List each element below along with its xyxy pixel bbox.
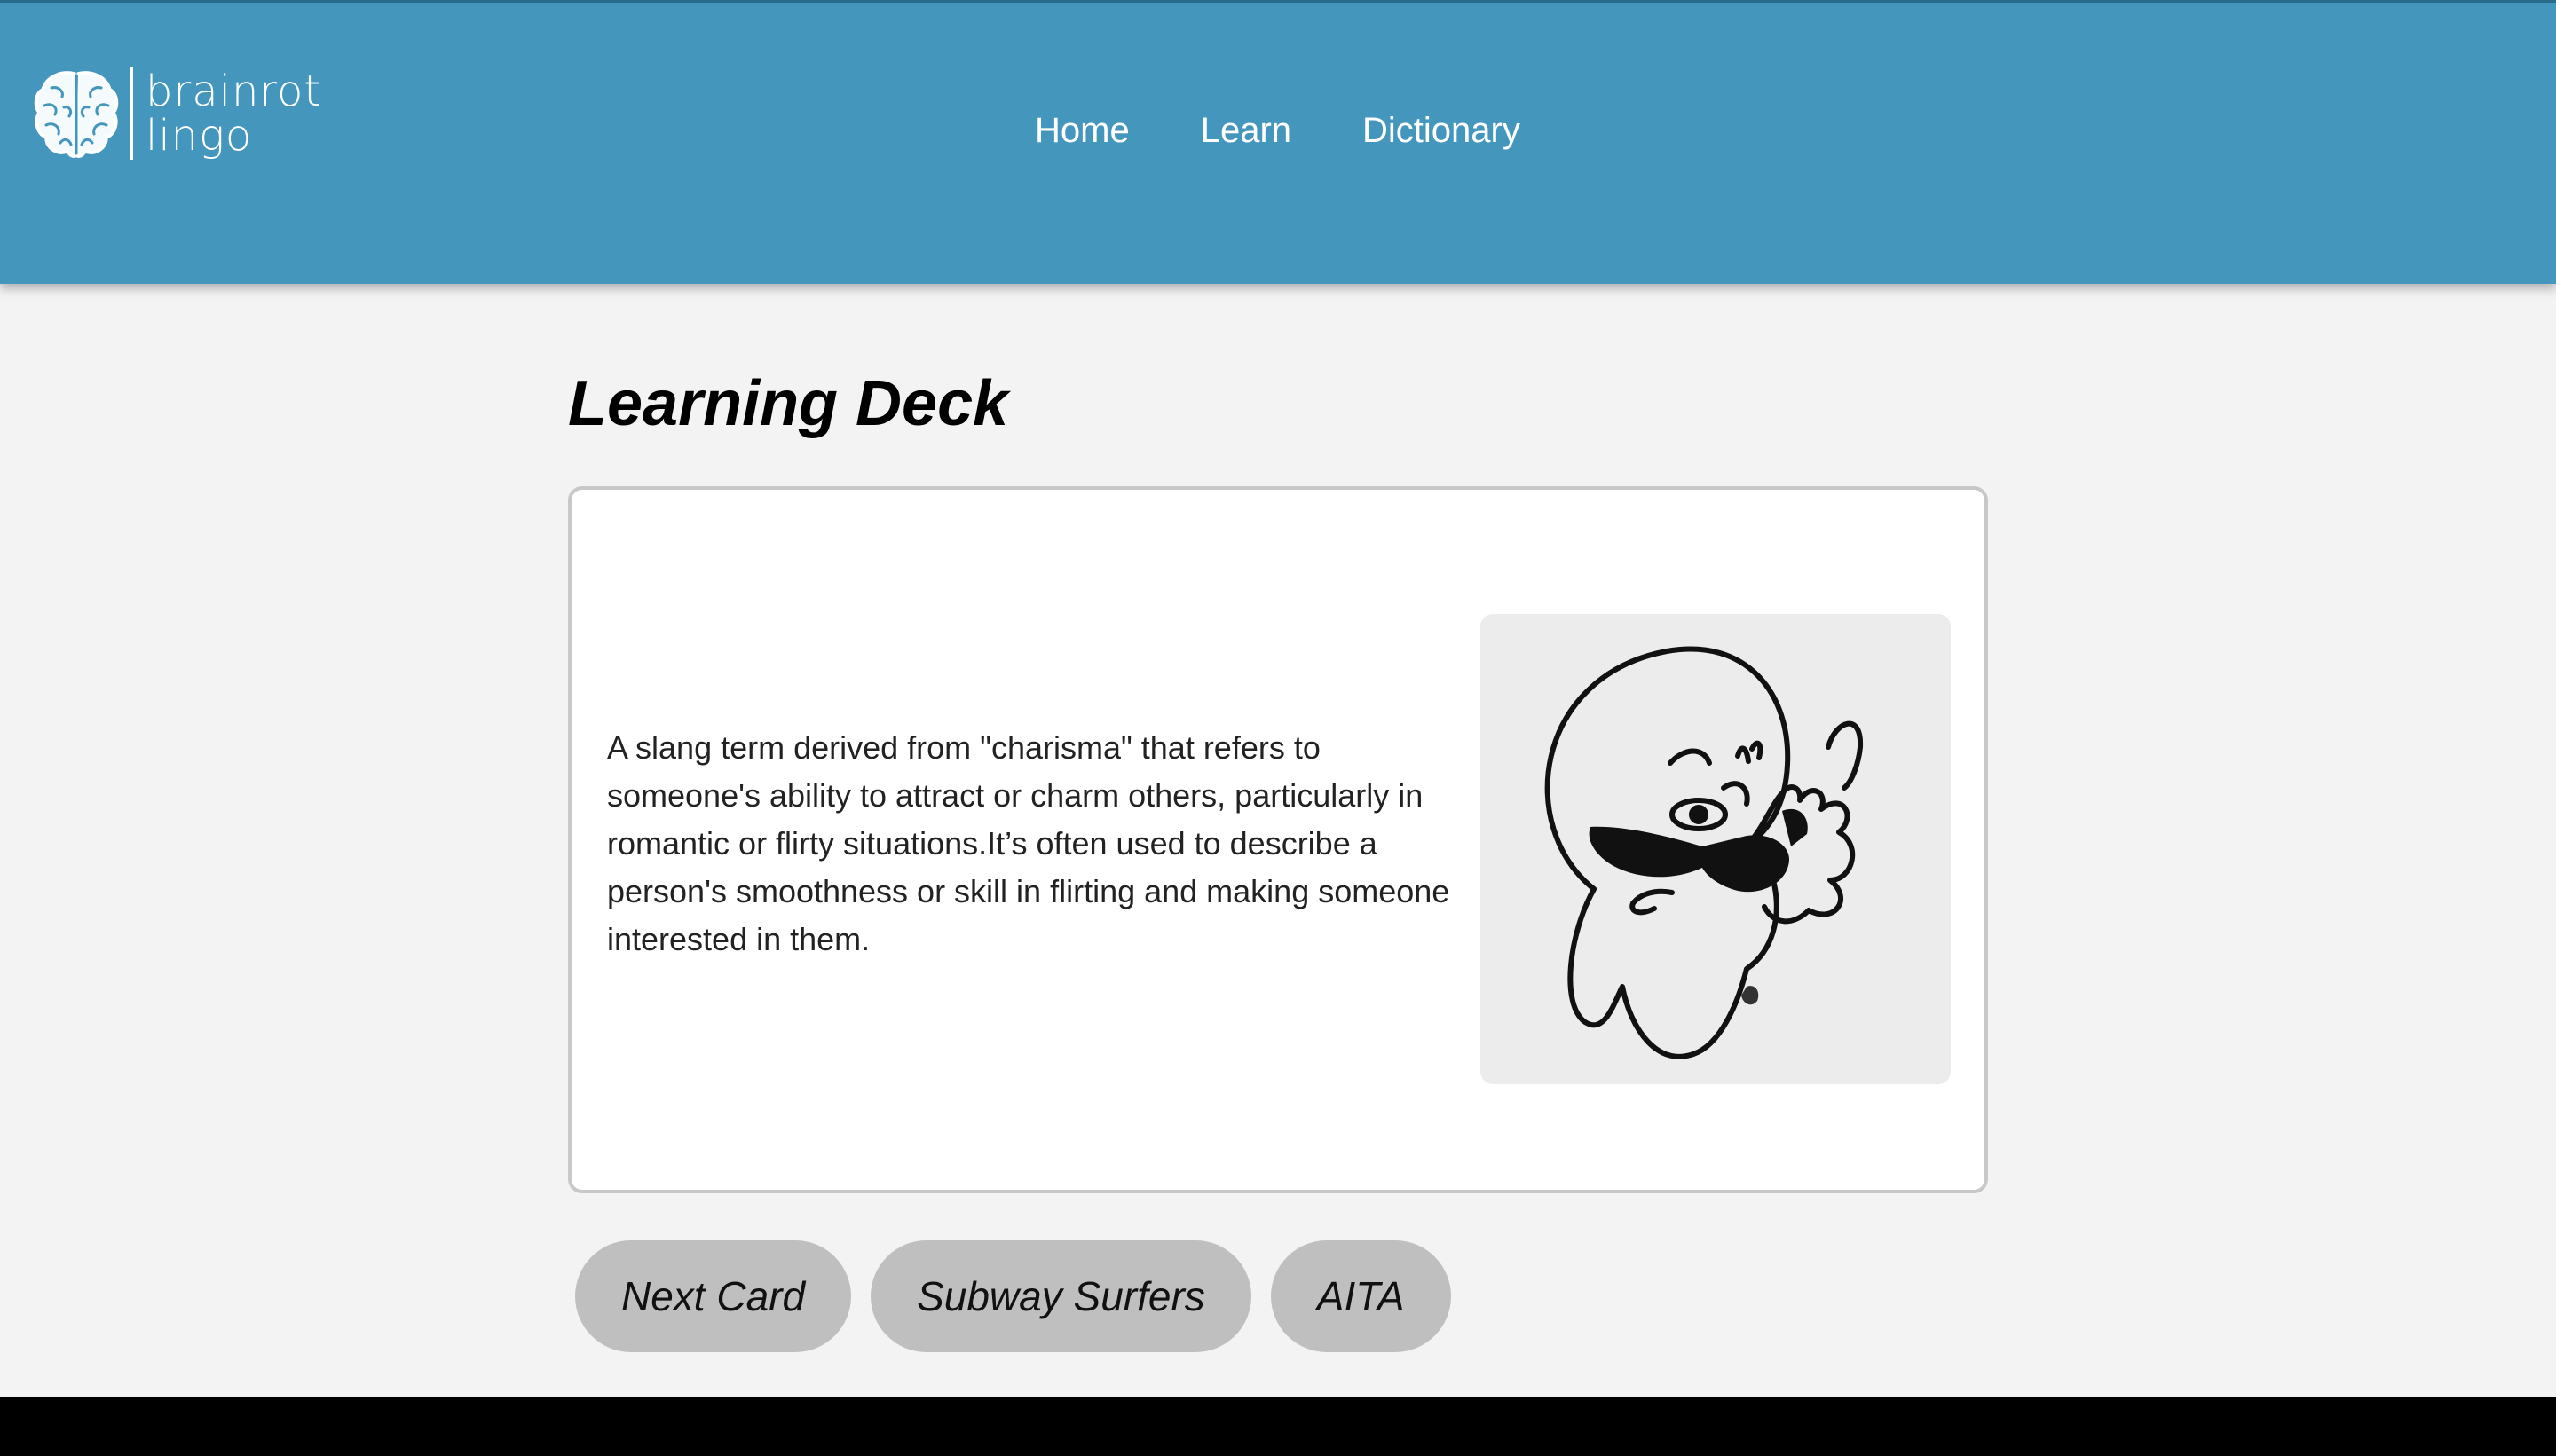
logo-line-1: brainrot <box>146 67 322 116</box>
nav-dictionary-link[interactable]: Dictionary <box>1362 111 1520 150</box>
logo-divider <box>130 67 133 160</box>
logo-line-2: lingo <box>146 111 253 161</box>
nav-home-link[interactable]: Home <box>1035 111 1130 150</box>
card-definition: A slang term derived from "charisma" that refers to someone's ability to attract or charm others, particularly in romantic or flirty situations.It’s often used to describe a person's smoothness or skill in flirting and making someone interested in them. <box>607 729 1450 957</box>
logo-wordmark <box>146 67 322 161</box>
aita-button[interactable]: AITA <box>1271 1240 1451 1352</box>
subway-surfers-button[interactable]: Subway Surfers <box>871 1240 1251 1352</box>
deck-actions <box>575 1240 1451 1352</box>
page-title: Learning Deck <box>568 368 1009 439</box>
flashcard[interactable] <box>568 486 1988 1193</box>
next-card-button[interactable]: Next Card <box>575 1240 851 1352</box>
main-nav <box>1035 111 1520 151</box>
brain-icon <box>34 67 119 161</box>
meme-image <box>1480 614 1951 1084</box>
site-header <box>0 0 2556 284</box>
brand-logo[interactable] <box>34 65 321 162</box>
footer-bar <box>0 1397 2556 1456</box>
cool-cartoon-icon <box>1480 614 1951 1084</box>
nav-learn-link[interactable]: Learn <box>1200 111 1292 150</box>
